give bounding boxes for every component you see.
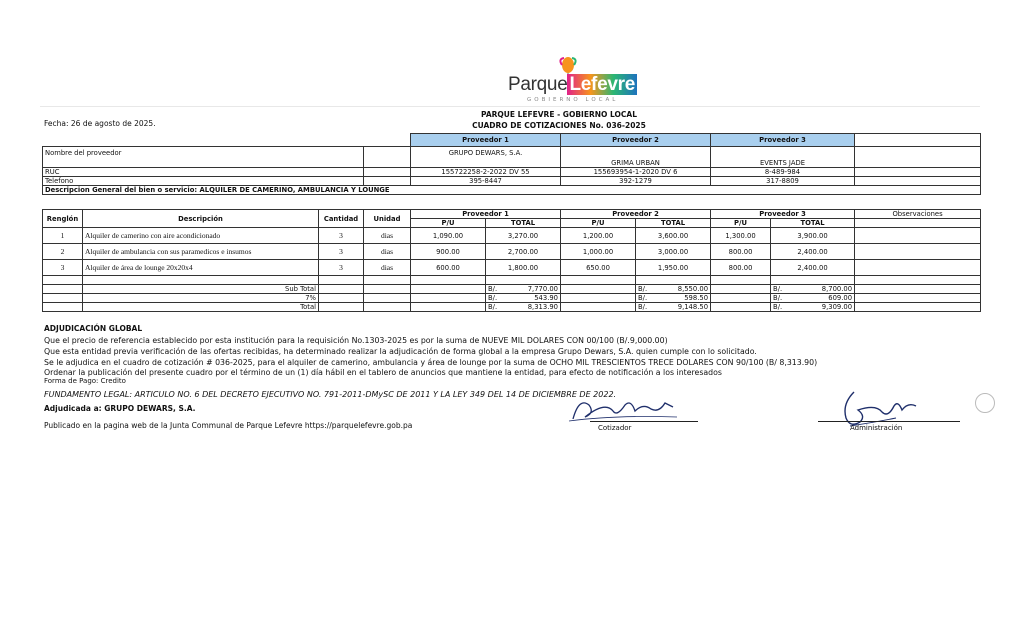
- total-label: Total: [83, 303, 319, 312]
- header-divider: [40, 106, 980, 107]
- administracion-label: Administración: [850, 424, 903, 432]
- descripcion-general: Descripcion General del bien o servicio: ALQUILER DE CAMERINO, AMBULANCIA Y LOUNGE: [43, 186, 981, 195]
- col-unidad: Unidad: [364, 210, 411, 228]
- currency: B/.: [488, 294, 498, 302]
- table-row: [43, 228, 981, 244]
- provider-2-telefono: 392-1279: [561, 177, 711, 186]
- row-p3-total: 2,400.00: [771, 260, 855, 276]
- document-title-line1: PARQUE LEFEVRE - GOBIERNO LOCAL: [481, 110, 637, 119]
- cotizador-signature-line: [590, 421, 698, 422]
- row-p2-total: 3,000.00: [636, 244, 711, 260]
- row-descripcion: Alquiler de camerino con aire acondicionado: [83, 228, 319, 244]
- col-p3-pu: P/U: [711, 219, 771, 228]
- forma-de-pago: Forma de Pago: Credito: [44, 377, 126, 385]
- row-p1-total: 3,270.00: [486, 228, 561, 244]
- logo-main-text: Parque: [508, 74, 568, 95]
- fundamento-legal: FUNDAMENTO LEGAL: ARTICULO NO. 6 DEL DECRETO EJECUTIVO NO. 791-2011-DMySC DE 2011 Y LA LEY 349 DEL 14 DE DICIEMBRE DE 2022.: [44, 390, 617, 399]
- logo: [508, 74, 637, 96]
- provider-1-telefono: 395-8447: [411, 177, 561, 186]
- logo-accent-text: Lefevre: [569, 74, 635, 95]
- col-proveedor-3: Proveedor 3: [711, 210, 855, 219]
- row-p2-pu: 1,200.00: [561, 228, 636, 244]
- publicado-en: Publicado en la pagina web de la Junta Communal de Parque Lefevre https://parquelefevre.gob.pa: [44, 421, 413, 430]
- col-p1-total: TOTAL: [486, 219, 561, 228]
- provider-2-header: Proveedor 2: [561, 134, 711, 147]
- currency: B/.: [488, 285, 498, 293]
- provider-2-ruc: 155693954-1-2020 DV 6: [561, 168, 711, 177]
- row-p1-pu: 1,090.00: [411, 228, 486, 244]
- tax-label: 7%: [83, 294, 319, 303]
- row-p2-pu: 650.00: [561, 260, 636, 276]
- row-p1-total: 2,700.00: [486, 244, 561, 260]
- subtotal-p2: 8,550.00: [677, 285, 709, 293]
- currency: B/.: [773, 294, 783, 302]
- tax-p2: 598.50: [684, 294, 709, 302]
- col-p1-pu: P/U: [411, 219, 486, 228]
- adjudicada-a: Adjudicada a: GRUPO DEWARS, S.A.: [44, 404, 196, 413]
- col-renglon: Renglón: [43, 210, 83, 228]
- provider-3-name: EVENTS JADE: [711, 147, 855, 168]
- row-descripcion: Alquiler de ambulancia con sus paramedicos e insumos: [83, 244, 319, 260]
- currency: B/.: [638, 303, 648, 311]
- cotizador-label: Cotizador: [598, 424, 632, 432]
- provider-1-header: Proveedor 1: [411, 134, 561, 147]
- row-unidad: dias: [364, 244, 411, 260]
- row-p3-total: 3,900.00: [771, 228, 855, 244]
- telefono-label: Telefono: [43, 177, 364, 186]
- adjudicacion-title: ADJUDICACIÓN GLOBAL: [44, 324, 143, 333]
- administracion-signature-line: [818, 421, 960, 422]
- currency: B/.: [488, 303, 498, 311]
- document-title-line2: CUADRO DE COTIZACIONES No. 036-2025: [472, 121, 646, 130]
- currency: B/.: [773, 303, 783, 311]
- row-cantidad: 3: [319, 244, 364, 260]
- total-p2: 9,148.50: [677, 303, 709, 311]
- subtotal-p1: 7,770.00: [527, 285, 559, 293]
- col-descripcion: Descripción: [83, 210, 319, 228]
- col-p3-total: TOTAL: [771, 219, 855, 228]
- table-row: [43, 260, 981, 276]
- row-cantidad: 3: [319, 260, 364, 276]
- row-renglon: 2: [43, 244, 83, 260]
- row-descripcion: Alquiler de área de lounge 20x20x4: [83, 260, 319, 276]
- logo-subtitle: GOBIERNO LOCAL: [527, 97, 619, 103]
- col-p2-pu: P/U: [561, 219, 636, 228]
- row-p3-pu: 800.00: [711, 260, 771, 276]
- col-p2-total: TOTAL: [636, 219, 711, 228]
- row-renglon: 1: [43, 228, 83, 244]
- provider-3-ruc: 8-489-984: [711, 168, 855, 177]
- row-p2-total: 3,600.00: [636, 228, 711, 244]
- row-cantidad: 3: [319, 228, 364, 244]
- total-p1: 8,313.90: [527, 303, 559, 311]
- row-p1-pu: 900.00: [411, 244, 486, 260]
- adjudicacion-line: Ordenar la publicación del presente cuadro por el término de un (1) día hábil en el tablero de anuncios que mantiene la entidad, para efecto de notificación a los interesados: [44, 368, 722, 377]
- provider-name-label: Nombre del proveedor: [43, 147, 364, 168]
- row-p1-total: 1,800.00: [486, 260, 561, 276]
- row-p2-pu: 1,000.00: [561, 244, 636, 260]
- table-row: [43, 244, 981, 260]
- adjudicacion-line: Que esta entidad previa verificación de las ofertas recibidas, ha determinado realizar la adjudicación de forma global a la empresa Grupo Dewars, S.A. quien cumple con lo solicitado.: [44, 347, 757, 356]
- provider-1-name: GRUPO DEWARS, S.A.: [411, 147, 561, 168]
- adjudicacion-line: Se le adjudica en el cuadro de cotización # 036-2025, para el alquiler de camerino, ambulancia y área de lounge por la suma de OCHO MIL TRESCIENTOS TRECE DOLARES CON 90/100 (B/ 8,313.90): [44, 358, 818, 367]
- currency: B/.: [638, 294, 648, 302]
- total-p3: 9,309.00: [821, 303, 853, 311]
- provider-3-header: Proveedor 3: [711, 134, 855, 147]
- col-cantidad: Cantidad: [319, 210, 364, 228]
- subtotal-label: Sub Total: [83, 285, 319, 294]
- row-p2-total: 1,950.00: [636, 260, 711, 276]
- ruc-label: RUC: [43, 168, 364, 177]
- provider-2-name: GRIMA URBAN: [561, 147, 711, 168]
- row-renglon: 3: [43, 260, 83, 276]
- document-date: Fecha: 26 de agosto de 2025.: [44, 119, 156, 128]
- scan-mark-icon: [975, 393, 995, 413]
- provider-1-ruc: 155722258-2-2022 DV 55: [411, 168, 561, 177]
- col-proveedor-2: Proveedor 2: [561, 210, 711, 219]
- currency: B/.: [638, 285, 648, 293]
- row-p3-pu: 800.00: [711, 244, 771, 260]
- tax-p3: 609.00: [828, 294, 853, 302]
- row-p3-total: 2,400.00: [771, 244, 855, 260]
- row-unidad: dias: [364, 228, 411, 244]
- tax-row: [43, 294, 981, 303]
- tax-p1: 543.90: [534, 294, 559, 302]
- col-proveedor-1: Proveedor 1: [411, 210, 561, 219]
- adjudicacion-line: Que el precio de referencia establecido por esta institución para la requisición No.1303-2025 es por la suma de NUEVE MIL DOLARES CON 00/100 (B/.9,000.00): [44, 336, 668, 345]
- currency: B/.: [773, 285, 783, 293]
- items-table: [42, 209, 981, 312]
- subtotal-row: [43, 285, 981, 294]
- row-p1-pu: 600.00: [411, 260, 486, 276]
- total-row: [43, 303, 981, 312]
- provider-3-telefono: 317-8809: [711, 177, 855, 186]
- row-unidad: dias: [364, 260, 411, 276]
- providers-table: [42, 133, 981, 195]
- subtotal-p3: 8,700.00: [821, 285, 853, 293]
- row-p3-pu: 1,300.00: [711, 228, 771, 244]
- col-observaciones: Observaciones: [855, 210, 981, 219]
